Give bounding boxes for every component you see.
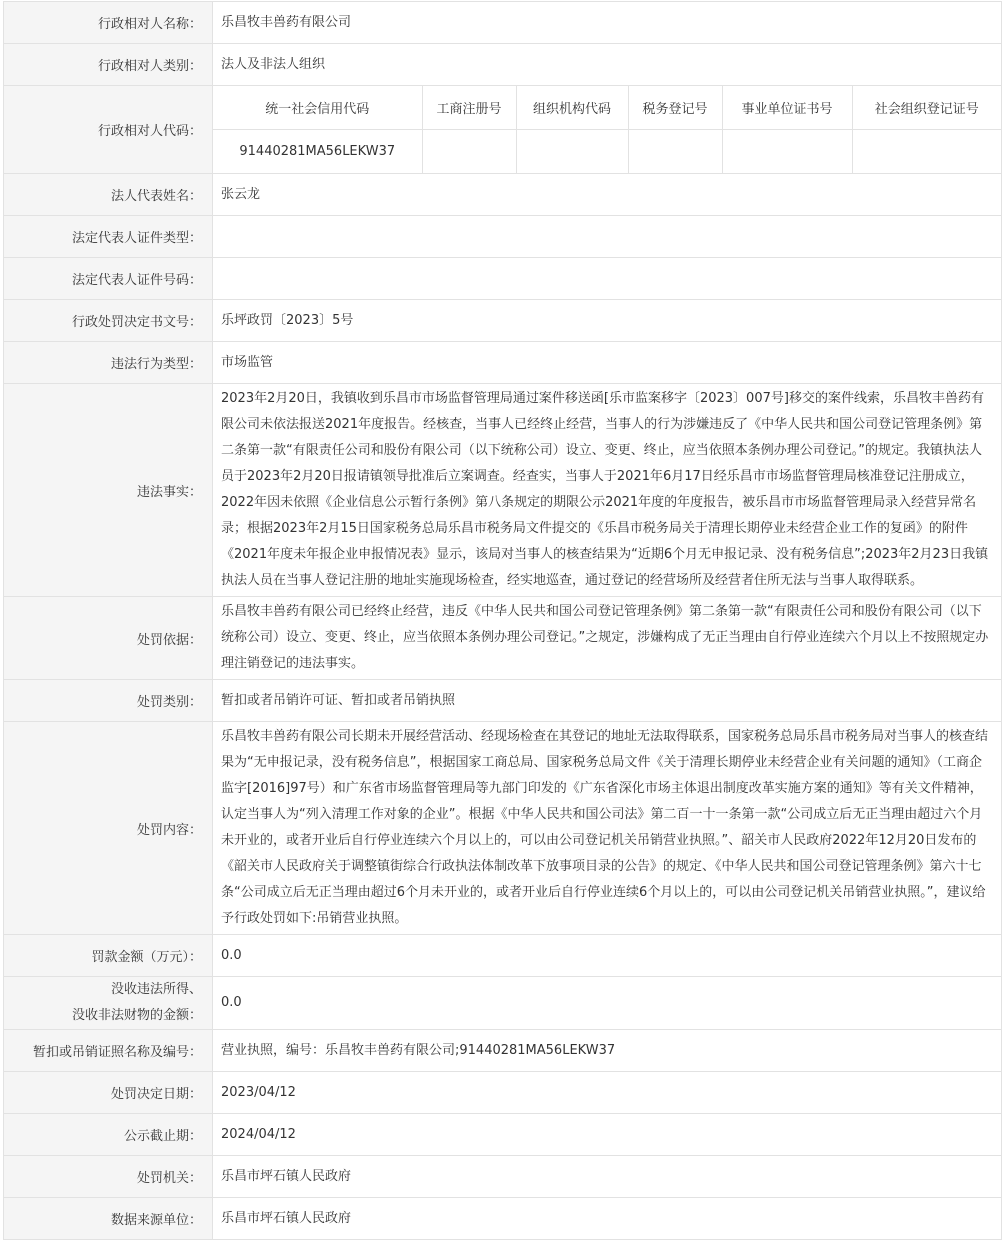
row-fine: [4, 935, 1002, 977]
label-facts: 违法事实：: [4, 384, 213, 597]
row-category: [4, 44, 1002, 86]
code-value: [422, 130, 516, 174]
value-violation-type: 市场监管: [213, 342, 1002, 384]
value-facts: 2023年2月20日，我镇收到乐昌市市场监督管理局通过案件移送函[乐市监案移字〔2023〕007号]移交的案件线索，乐昌牧丰兽药有限公司未依法报送2021年度报告。经核查，当事人已经终止经营，当事人的行为涉嫌违反了《中华人民共和国公司登记管理条例》第二条第一款“有限责任公司和股份有限公司（以下统称公司）设立、变更、终止，应当依照本条例办理公司登记。”的规定。我镇执法人员于2023年2月20日报请镇领导批准后立案调查。经查实，当事人于2021年6月17日经乐昌市市场监督管理局核准登记注册成立，2022年因未依照《企业信息公示暂行条例》第八条规定的期限公示2021年度的年度报告，被乐昌市市场监督管理局录入经营异常名录；根据2023年2月15日国家税务总局乐昌市税务局文件提交的《乐昌市税务局关于清理长期停业未经营企业工作的复函》的附件《2021年度未年报企业申报情况表》显示，该局对当事人的核查结果为“近期6个月无申报记录、没有税务信息”;2023年2月23日我镇执法人员在当事人登记注册的地址实施现场检查，经实地巡查，通过登记的经营场所及经营者住所无法与当事人取得联系。: [213, 384, 1002, 597]
label-confiscation: [4, 977, 213, 1030]
code-value-credit: 91440281MA56LEKW37: [213, 130, 422, 174]
label-source: 数据来源单位：: [4, 1198, 213, 1240]
row-legal-rep: [4, 174, 1002, 216]
code-value-row: [213, 130, 1001, 174]
label-publicity-end: 公示截止期：: [4, 1114, 213, 1156]
code-value: [628, 130, 722, 174]
value-decision-date: 2023/04/12: [213, 1072, 1002, 1114]
row-violation-type: [4, 342, 1002, 384]
label-penalty-content: 处罚内容：: [4, 722, 213, 935]
value-category: 法人及非法人组织: [213, 44, 1002, 86]
label-id-number: 法定代表人证件号码：: [4, 258, 213, 300]
code-header-row: [213, 86, 1001, 130]
row-code: [4, 86, 1002, 174]
row-confiscation: [4, 977, 1002, 1030]
code-value: [722, 130, 852, 174]
value-penalty-type: 暂扣或者吊销许可证、暂扣或者吊销执照: [213, 680, 1002, 722]
value-basis: 乐昌牧丰兽药有限公司已经终止经营，违反《中华人民共和国公司登记管理条例》第二条第一款“有限责任公司和股份有限公司（以下统称公司）设立、变更、终止，应当依照本条例办理公司登记。”之规定，涉嫌构成了无正当理由自行停业连续六个月以上不按照规定办理注销登记的违法事实。: [213, 597, 1002, 680]
label-license: 暂扣或吊销证照名称及编号：: [4, 1030, 213, 1072]
code-subtable: [213, 86, 1001, 173]
code-header: 社会组织登记证号: [852, 86, 1001, 130]
label-confiscation-line1: 没收违法所得、: [110, 982, 202, 997]
label-violation-type: 违法行为类型：: [4, 342, 213, 384]
value-id-type: [213, 216, 1002, 258]
code-header: 工商注册号: [422, 86, 516, 130]
code-header: 统一社会信用代码: [213, 86, 422, 130]
code-header: 组织机构代码: [516, 86, 628, 130]
row-penalty-content: [4, 722, 1002, 935]
value-source: 乐昌市坪石镇人民政府: [213, 1198, 1002, 1240]
row-name: [4, 2, 1002, 44]
row-id-number: [4, 258, 1002, 300]
label-category: 行政相对人类别：: [4, 44, 213, 86]
code-value: [852, 130, 1001, 174]
row-publicity-end: [4, 1114, 1002, 1156]
label-id-type: 法定代表人证件类型：: [4, 216, 213, 258]
label-penalty-type: 处罚类别：: [4, 680, 213, 722]
label-authority: 处罚机关：: [4, 1156, 213, 1198]
code-header: 税务登记号: [628, 86, 722, 130]
value-fine: 0.0: [213, 935, 1002, 977]
row-id-type: [4, 216, 1002, 258]
value-license: 营业执照，编号：乐昌牧丰兽药有限公司;91440281MA56LEKW37: [213, 1030, 1002, 1072]
label-name: 行政相对人名称：: [4, 2, 213, 44]
label-fine: 罚款金额（万元）：: [4, 935, 213, 977]
value-legal-rep: 张云龙: [213, 174, 1002, 216]
row-doc-number: [4, 300, 1002, 342]
row-license: [4, 1030, 1002, 1072]
code-value: [516, 130, 628, 174]
label-confiscation-line2: 没收非法财物的金额：: [71, 1008, 202, 1023]
label-code: 行政相对人代码：: [4, 86, 213, 174]
label-doc-number: 行政处罚决定书文号：: [4, 300, 213, 342]
penalty-info-table: [3, 1, 1002, 1240]
row-basis: [4, 597, 1002, 680]
row-decision-date: [4, 1072, 1002, 1114]
row-authority: [4, 1156, 1002, 1198]
value-authority: 乐昌市坪石镇人民政府: [213, 1156, 1002, 1198]
label-legal-rep: 法人代表姓名：: [4, 174, 213, 216]
row-facts: [4, 384, 1002, 597]
label-basis: 处罚依据：: [4, 597, 213, 680]
value-publicity-end: 2024/04/12: [213, 1114, 1002, 1156]
value-penalty-content: 乐昌牧丰兽药有限公司长期未开展经营活动、经现场检查在其登记的地址无法取得联系，国家税务总局乐昌市税务局对当事人的核查结果为“无申报记录，没有税务信息”，根据国家工商总局、国家税务总局文件《关于清理长期停业未经营企业有关问题的通知》（工商企监字[2016]97号）和广东省市场监督管理局等九部门印发的《广东省深化市场主体退出制度改革实施方案的通知》等有关文件精神，认定当事人为“列入清理工作对象的企业”。根据《中华人民共和国公司法》第二百一十一条第一款“公司成立后无正当理由超过六个月未开业的，或者开业后自行停业连续六个月以上的，可以由公司登记机关吊销营业执照。”、韶关市人民政府2022年12月20日发布的《韶关市人民政府关于调整镇街综合行政执法体制改革下放事项目录的公告》的规定、《中华人民共和国公司登记管理条例》第六十七条“公司成立后无正当理由超过6个月未开业的，或者开业后自行停业连续6个月以上的，可以由公司登记机关吊销营业执照。”，建议给予行政处罚如下:吊销营业执照。: [213, 722, 1002, 935]
label-decision-date: 处罚决定日期：: [4, 1072, 213, 1114]
row-penalty-type: [4, 680, 1002, 722]
value-name: 乐昌牧丰兽药有限公司: [213, 2, 1002, 44]
code-header: 事业单位证书号: [722, 86, 852, 130]
value-doc-number: 乐坪政罚〔2023〕5号: [213, 300, 1002, 342]
value-confiscation: 0.0: [213, 977, 1002, 1030]
value-id-number: [213, 258, 1002, 300]
row-source: [4, 1198, 1002, 1240]
